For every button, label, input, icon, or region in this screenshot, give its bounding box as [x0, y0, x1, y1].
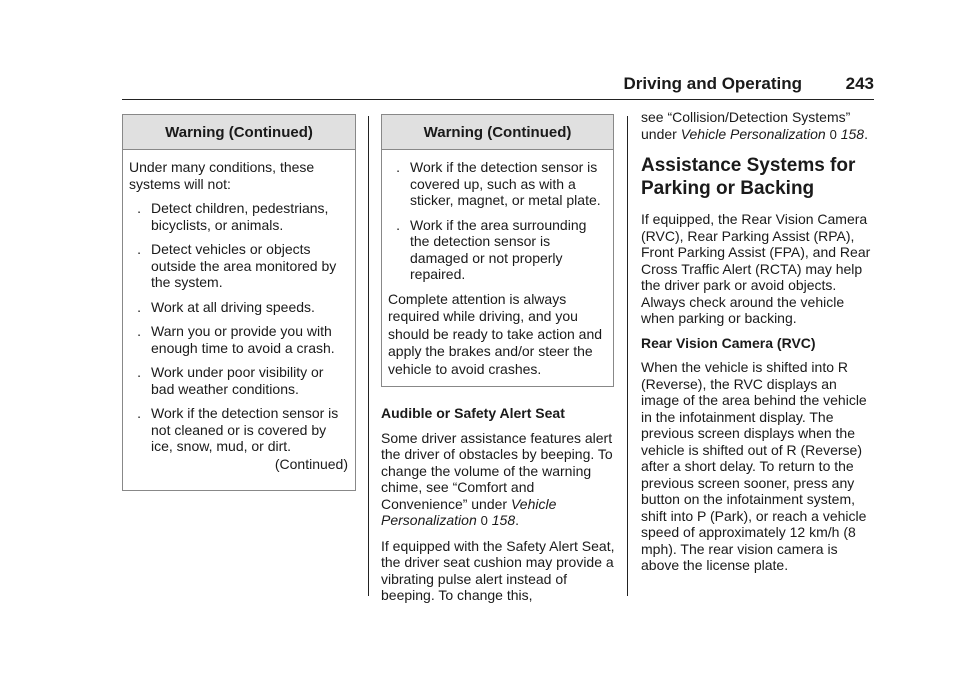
column-3-body	[641, 109, 877, 582]
bullet-mark: .	[137, 364, 141, 380]
warning-closing: Complete attention is always required while driving, and you should be ready to take action and apply the brakes and/or steer the vehicle to avoid crashes.	[388, 290, 603, 377]
list-item: . Detect children, pedestrians, bicyclists, or animals.	[129, 200, 349, 233]
bullet-mark: .	[396, 216, 400, 233]
list-item: . Work at all driving speeds.	[129, 299, 349, 316]
section-heading: Assistance Systems for Parking or Backing	[641, 155, 856, 199]
paragraph: see “Collision/Detection Systems” under Vehicle Personalization 0 158.	[641, 109, 868, 142]
warning-intro: Under many conditions, these systems will not:	[129, 159, 315, 192]
column-divider-1	[368, 116, 369, 596]
warning-box-1	[122, 114, 356, 491]
list-item: . Warn you or provide you with enough time to avoid a crash.	[129, 323, 349, 356]
page-reference: 158	[840, 125, 865, 142]
bullet-mark: .	[137, 241, 141, 257]
page-ref-icon: 0	[829, 126, 837, 142]
subheading: Rear Vision Camera (RVC)	[641, 334, 816, 351]
list-item: . Work under poor visibility or bad weather conditions.	[129, 364, 349, 397]
warning-title: Warning (Continued)	[382, 115, 613, 150]
list-item: . Work if the detection sensor is covered up, such as with a sticker, magnet, or metal plate.	[388, 159, 607, 209]
paragraph: When the vehicle is shifted into R (Reverse), the RVC displays an image of the area behind the vehicle in the infotainment display. The previous screen displays when the vehicle is shifted out of R (Reverse) after a short delay. To return to the previous screen sooner, press any button on the infotainment system, shift into P (Park), or reach a vehicle speed of approximately 12 km/h (8 mph). The rear vision camera is above the license plate.	[641, 359, 867, 573]
bullet-mark: .	[137, 298, 141, 315]
bullet-mark: .	[137, 323, 141, 339]
section-title: Driving and Operating	[623, 74, 802, 93]
bullet-mark: .	[137, 200, 141, 216]
subheading: Audible or Safety Alert Seat	[381, 405, 565, 421]
paragraph: Some driver assistance features alert the driver of obstacles by beeping. To change the volume of the warning chime, see “Comfort and Convenience” under Vehicle Personalization 0 158.	[381, 429, 613, 528]
list-item: . Work if the area surrounding the detection sensor is damaged or not properly repaired.	[388, 217, 607, 283]
paragraph: If equipped with the Safety Alert Seat, the driver seat cushion may provide a vibrating pulse alert instead of beeping. To change this,	[381, 537, 615, 603]
paragraph: If equipped, the Rear Vision Camera (RVC), Rear Parking Assist (RPA), Front Parking Assist (FPA), and Rear Cross Traffic Alert (RCTA) may help the driver park or avoid objects. Always check around the vehicle when parking or backing.	[641, 211, 871, 326]
page-number: 243	[845, 74, 874, 93]
cross-reference: Vehicle Personalization	[680, 125, 826, 142]
bullet-mark: .	[396, 159, 400, 175]
page-header	[122, 72, 874, 100]
warning-title: Warning (Continued)	[123, 115, 355, 150]
column-divider-2	[627, 116, 628, 596]
page-reference: 158	[491, 512, 516, 528]
page-ref-icon: 0	[480, 513, 488, 528]
continued-label: (Continued)	[274, 455, 348, 472]
warning-box-2	[381, 114, 614, 387]
bullet-mark: .	[137, 405, 141, 421]
column-2-body	[381, 405, 616, 612]
cross-reference: Vehicle Personalization	[381, 495, 557, 528]
list-item: . Detect vehicles or objects outside the area monitored by the system.	[129, 241, 349, 291]
list-item: . Work if the detection sensor is not cleaned or is covered by ice, snow, mud, or dirt.	[129, 405, 349, 455]
